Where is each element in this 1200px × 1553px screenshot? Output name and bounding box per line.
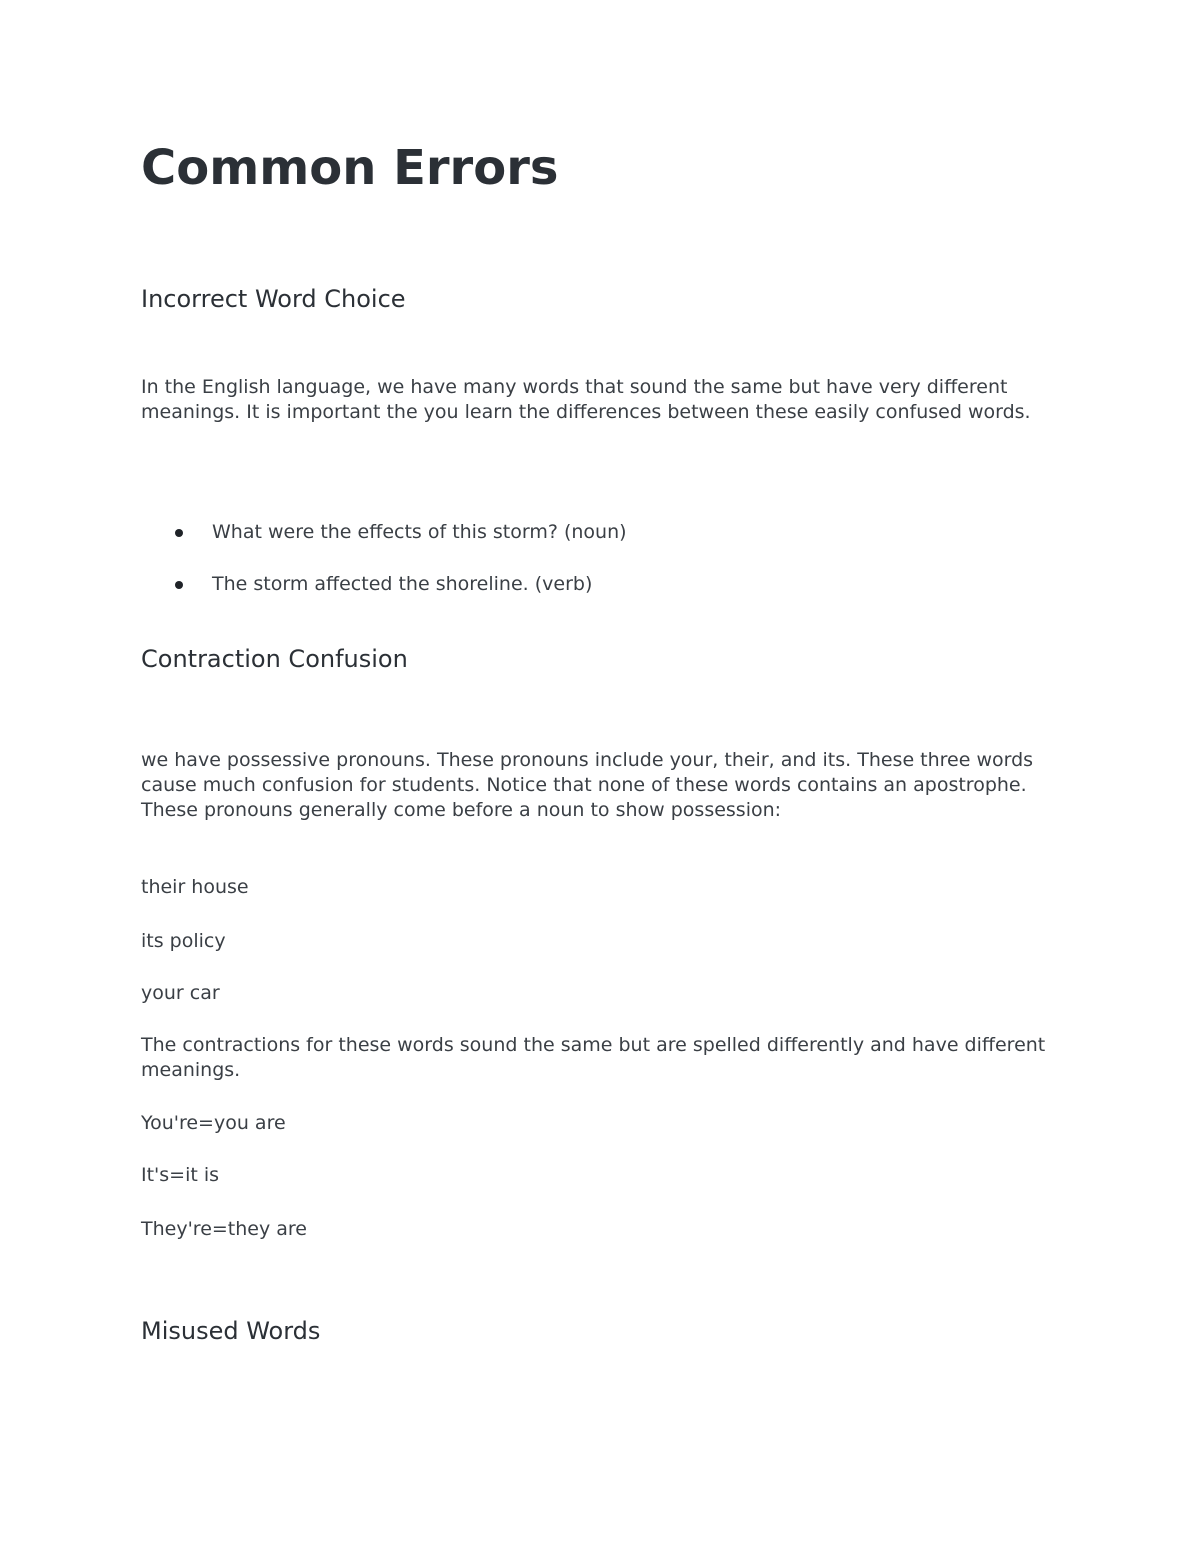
contraction-line: You're=you are bbox=[141, 1112, 286, 1134]
contractions-intro-paragraph: The contractions for these words sound the same but are spelled differently and have different meanings. bbox=[141, 1034, 1046, 1081]
contraction-line: They're=they are bbox=[141, 1218, 307, 1240]
example-bullet-list bbox=[141, 520, 1046, 624]
section-intro-paragraph: In the English language, we have many words that sound the same but have very different meanings. It is important the you learn the differences between these easily confused words. bbox=[141, 376, 1031, 423]
section-intro-paragraph: we have possessive pronouns. These pronouns include your, their, and its. These three words cause much confusion for students. Notice that none of these words contains an apostrophe. These pronouns generally come before a noun to show possession: bbox=[141, 749, 1034, 821]
document-title: Common Errors bbox=[141, 140, 559, 196]
list-item bbox=[141, 572, 1046, 597]
contraction-line: It's=it is bbox=[141, 1164, 220, 1186]
list-item-text: The storm affected the shoreline. (verb) bbox=[212, 573, 593, 595]
list-item-text: What were the effects of this storm? (noun) bbox=[212, 521, 627, 543]
example-line: their house bbox=[141, 876, 249, 898]
list-item bbox=[141, 520, 1046, 545]
bullet-icon bbox=[175, 581, 183, 589]
example-line: its policy bbox=[141, 930, 226, 952]
section-heading-contraction-confusion: Contraction Confusion bbox=[141, 645, 408, 673]
section-heading-incorrect-word-choice: Incorrect Word Choice bbox=[141, 285, 406, 313]
example-line: your car bbox=[141, 982, 220, 1004]
section-heading-misused-words: Misused Words bbox=[141, 1317, 321, 1345]
bullet-icon bbox=[175, 529, 183, 537]
